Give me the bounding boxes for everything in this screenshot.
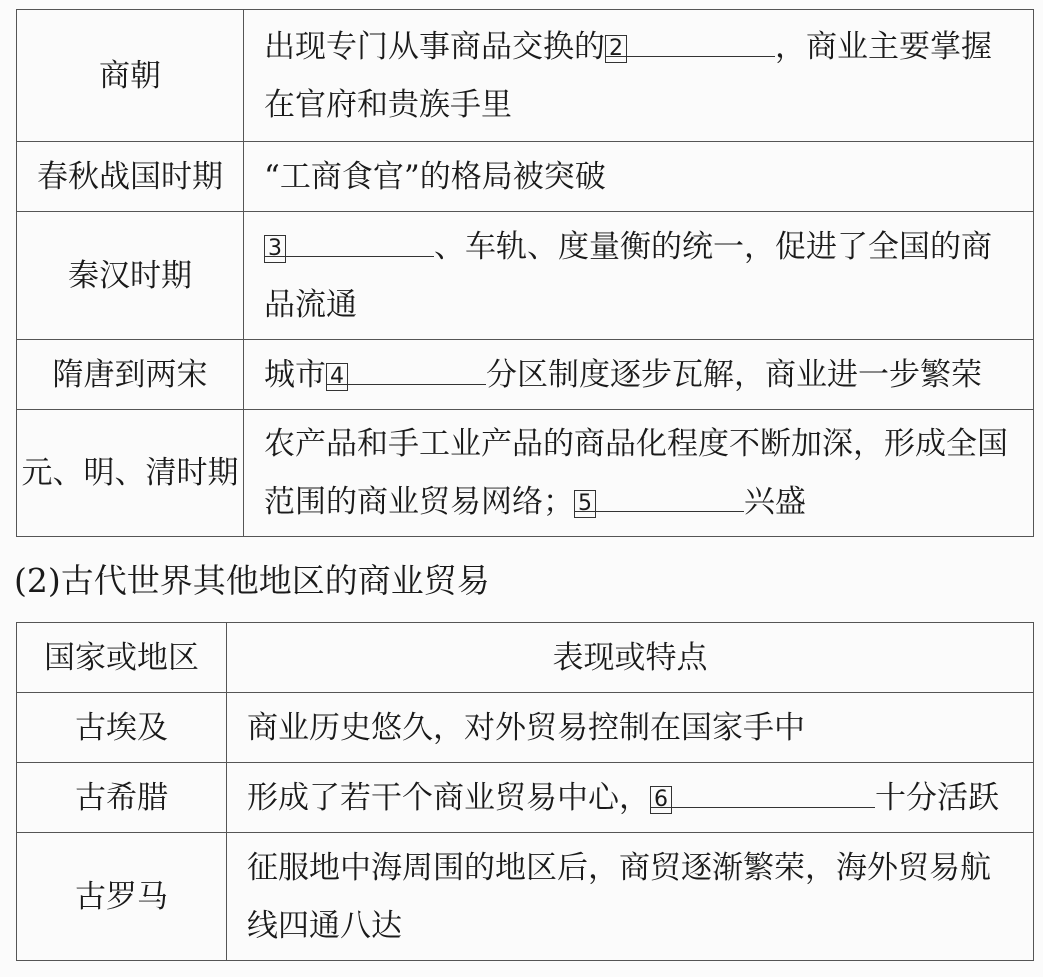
fill-blank-4 [326,350,486,389]
description-cell [244,10,1034,142]
blank-number: 6 [650,786,672,814]
description-text: 出现专门从事商品交换的 [264,28,605,65]
section-title: (2)古代世界其他地区的商业贸易 [14,561,490,600]
fill-blank-6 [650,773,875,812]
blank-number: 3 [264,235,286,263]
description-cell: 征服地中海周围的地区后，商贸逐渐繁荣，海外贸易航线四通八达 [227,833,1034,961]
description-text: 、车轨、度量衡的统一，促进了全国的商品流通 [264,228,992,323]
description-cell [244,340,1034,410]
fill-blank-2 [605,22,775,61]
fill-blank-3 [264,222,434,261]
description-text: 农产品和手工业产品的商品化程度不断加深，形成全国范围的商业贸易网络； [264,426,1008,520]
description-text: 十分活跃 [875,779,999,816]
table-row [17,340,1034,410]
table-row [17,10,1034,142]
table-row [17,212,1034,340]
description-cell: 商业历史悠久，对外贸易控制在国家手中 [227,693,1034,763]
blank-number: 5 [574,490,596,518]
description-cell [244,410,1034,537]
description-text: 城市 [264,356,326,393]
world-commerce-table [16,622,1034,961]
description-cell [227,763,1034,833]
china-commerce-table [16,9,1034,537]
region-cell: 古罗马 [17,833,227,961]
fill-blank-5 [574,477,744,516]
description-cell: “工商食官”的格局被突破 [244,142,1034,212]
column-header-features: 表现或特点 [227,623,1034,693]
era-cell: 春秋战国时期 [17,142,244,212]
region-cell: 古希腊 [17,763,227,833]
description-text: 分区制度逐步瓦解，商业进一步繁荣 [486,356,982,393]
table-row [17,693,1034,763]
description-text: 兴盛 [744,484,806,520]
era-cell: 元、明、清时期 [17,410,244,537]
column-header-region: 国家或地区 [17,623,227,693]
table-header-row [17,623,1034,693]
table-row [17,763,1034,833]
region-cell: 古埃及 [17,693,227,763]
description-text: 形成了若干个商业贸易中心， [247,779,650,816]
table-row [17,142,1034,212]
blank-number: 4 [326,363,348,391]
blank-number: 2 [605,35,627,63]
description-cell [244,212,1034,340]
era-cell: 秦汉时期 [17,212,244,340]
era-cell: 商朝 [17,10,244,142]
table-row [17,833,1034,961]
era-cell: 隋唐到两宋 [17,340,244,410]
description-text: ，商业主要掌握在官府和贵族手里 [264,28,992,123]
table-row [17,410,1034,537]
